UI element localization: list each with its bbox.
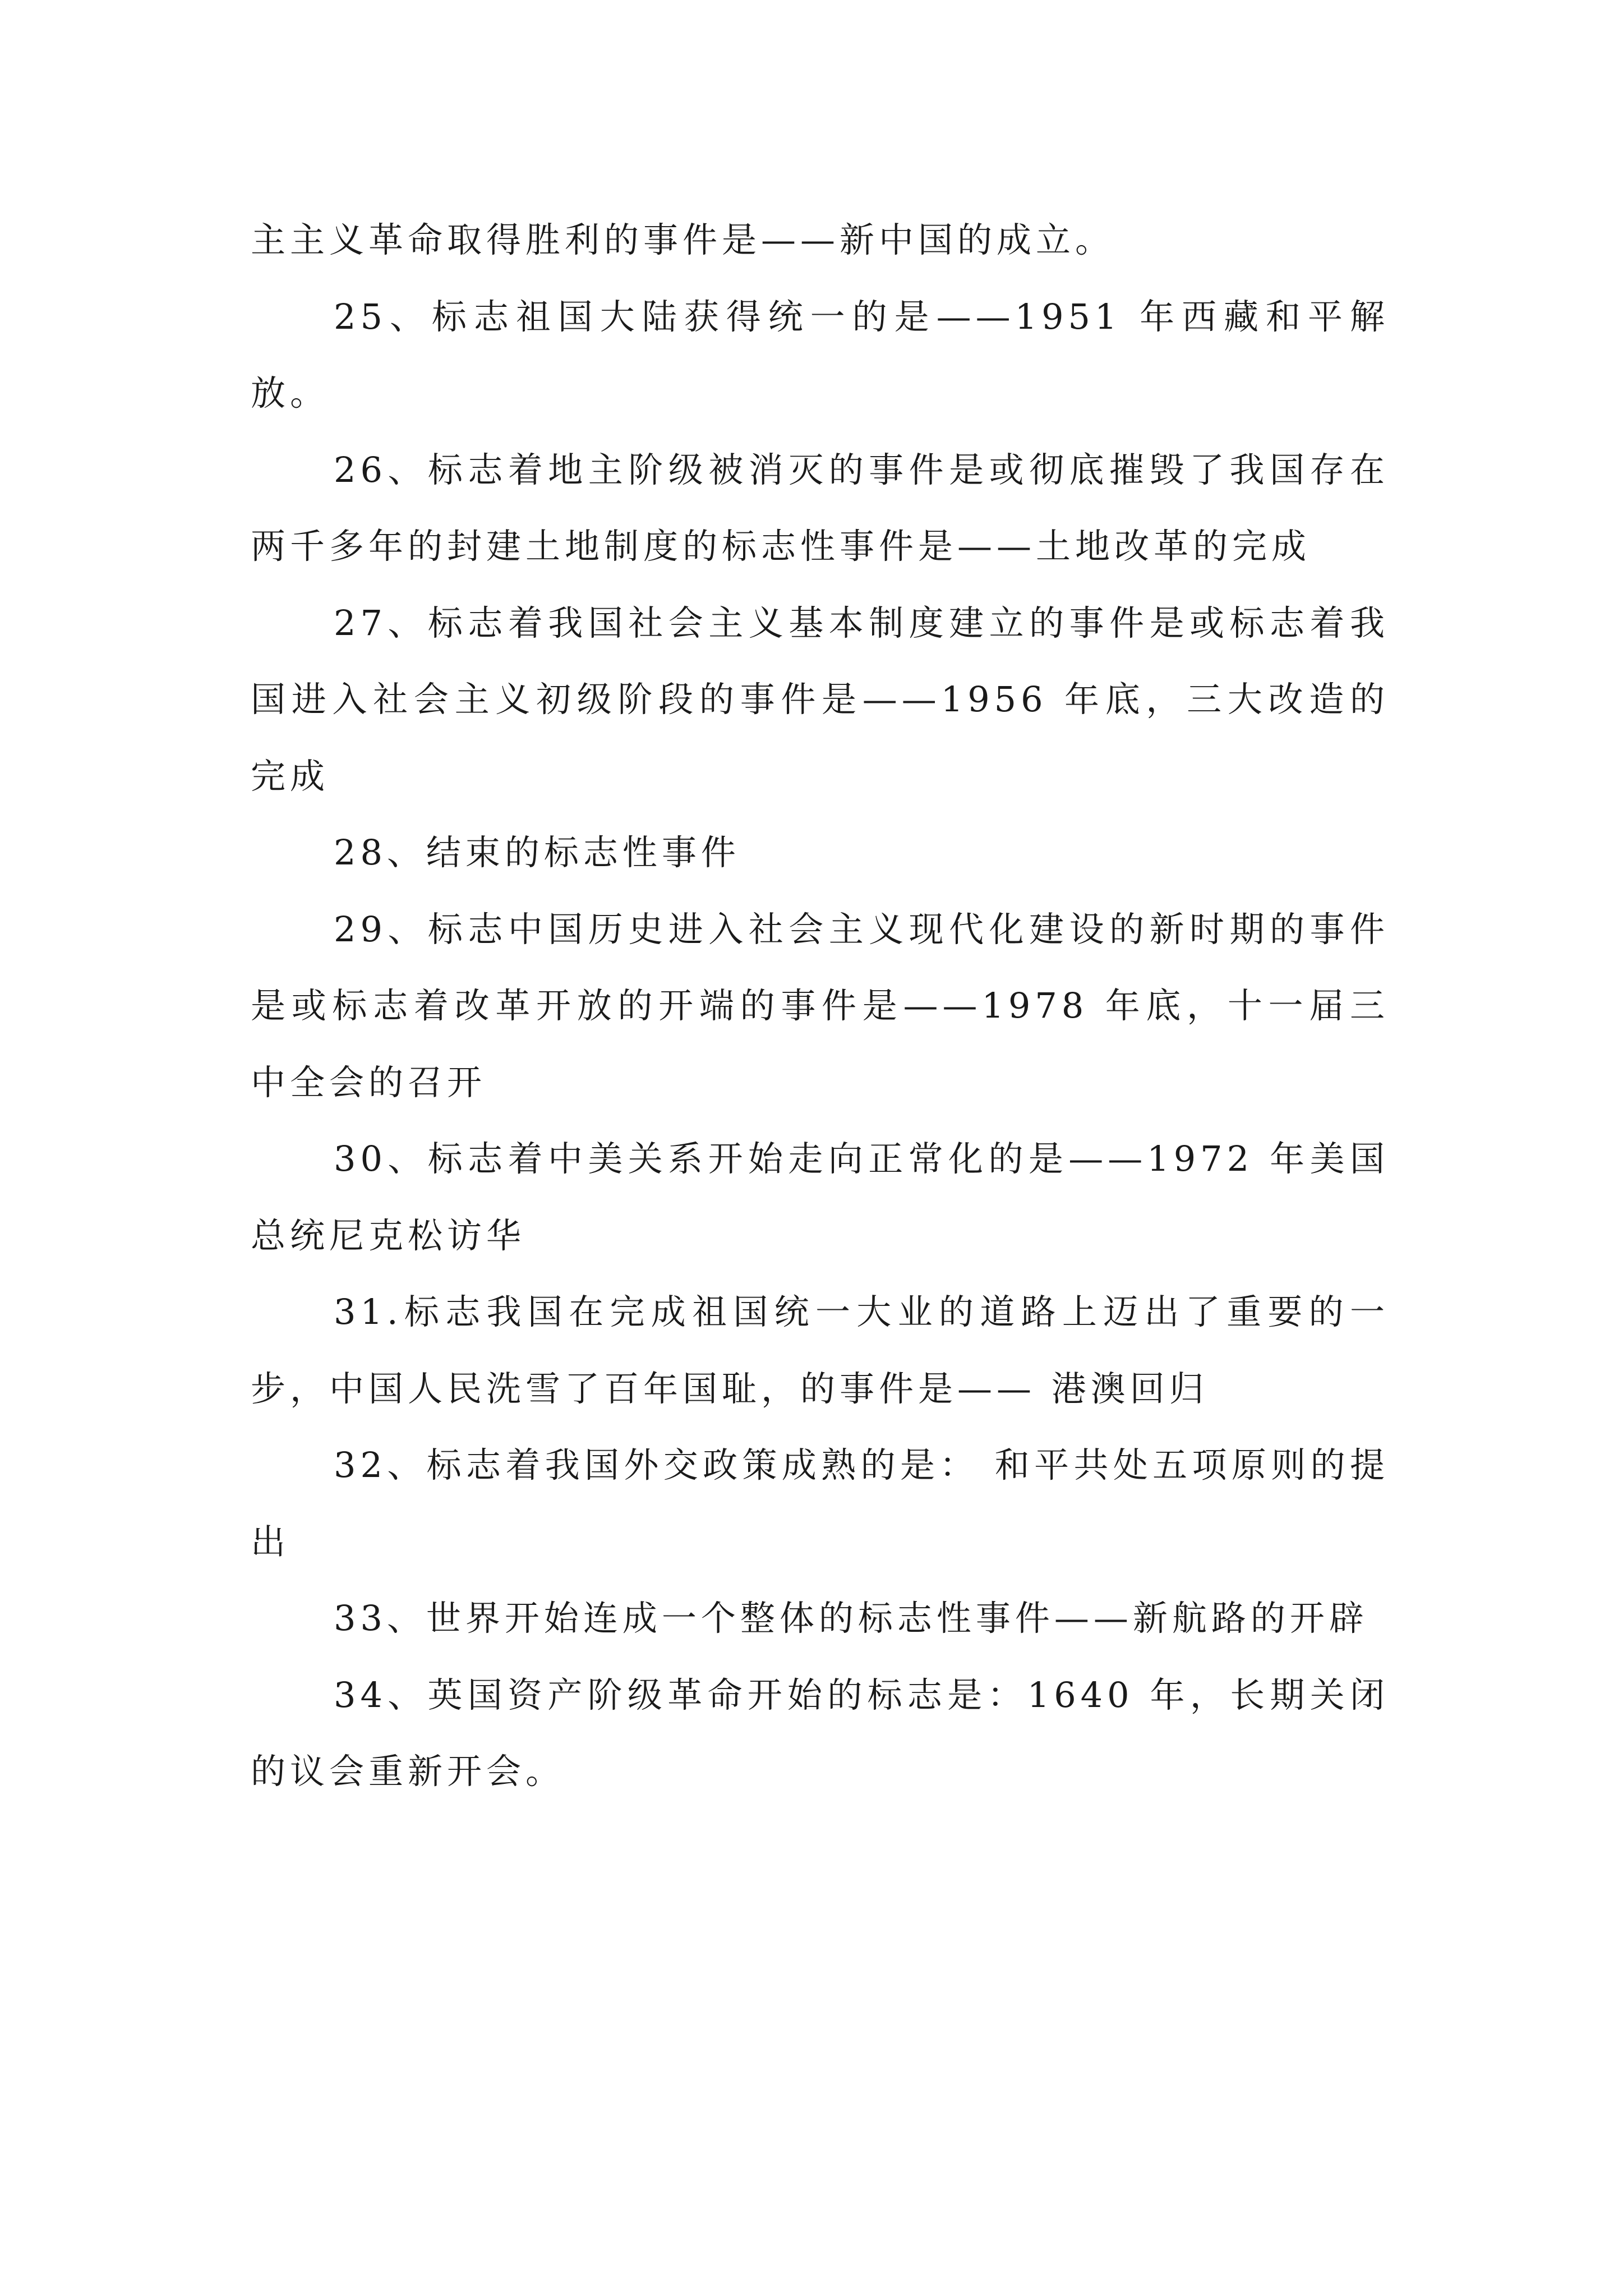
paragraph-item-27: 27、标志着我国社会主义基本制度建立的事件是或标志着我国进入社会主义初级阶段的事件是——1956 年底，三大改造的完成 — [251, 602, 1389, 797]
paragraph-item-28: 28、结束的标志性事件 — [334, 832, 740, 873]
paragraph-item-34: 34、英国资产阶级革命开始的标志是：1640 年，长期关闭的议会重新开会。 — [251, 1674, 1389, 1792]
paragraph-continuation: 主主义革命取得胜利的事件是——新中国的成立。 — [251, 219, 1115, 260]
document-body — [251, 202, 1389, 1810]
paragraph-item-29: 29、标志中国历史进入社会主义现代化建设的新时期的事件是或标志着改革开放的开端的事件是——1978 年底，十一届三中全会的召开 — [251, 908, 1389, 1103]
paragraph-item-33: 33、世界开始连成一个整体的标志性事件——新航路的开辟 — [334, 1598, 1368, 1639]
paragraph-item-31: 31.标志我国在完成祖国统一大业的道路上迈出了重要的一步，中国人民洗雪了百年国耻，的事件是—— 港澳回归 — [251, 1291, 1389, 1409]
paragraph-item-32: 32、标志着我国外交政策成熟的是： 和平共处五项原则的提出 — [251, 1444, 1389, 1562]
paragraph-item-25: 25、标志祖国大陆获得统一的是——1951 年西藏和平解放。 — [251, 296, 1389, 413]
paragraph-item-30: 30、标志着中美关系开始走向正常化的是——1972 年美国总统尼克松访华 — [251, 1138, 1389, 1256]
paragraph-item-26: 26、标志着地主阶级被消灭的事件是或彻底摧毁了我国存在两千多年的封建土地制度的标志性事件是——土地改革的完成 — [251, 449, 1389, 567]
